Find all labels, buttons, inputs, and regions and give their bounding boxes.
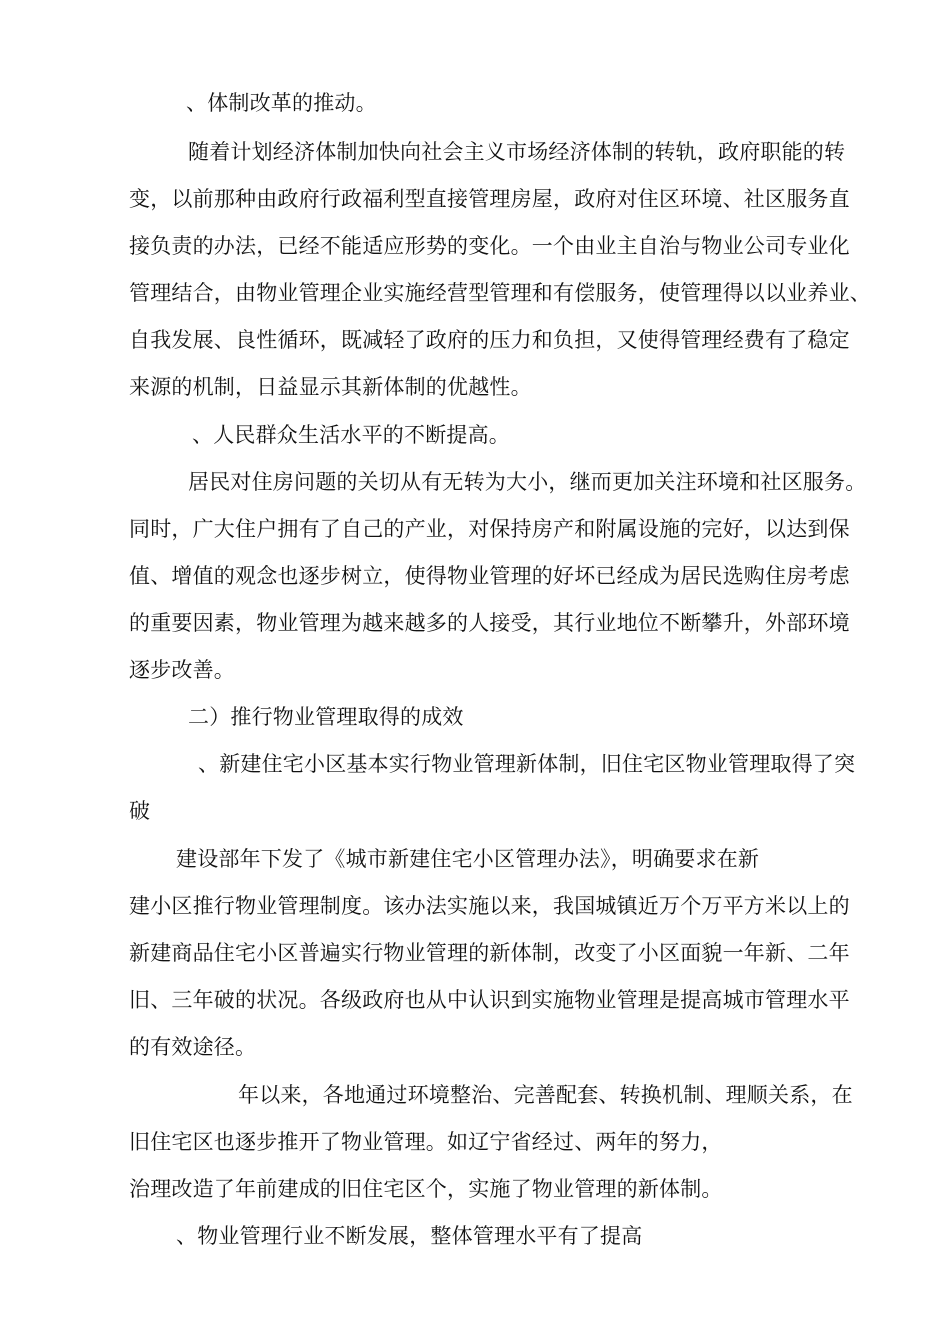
text-line: 年以来，各地通过环境整治、完善配套、转换机制、理顺关系，在: [238, 1083, 853, 1107]
text-line: 破: [129, 799, 151, 823]
text-line: 管理结合，由物业管理企业实施经营型管理和有偿服务，使管理得以以业养业、: [129, 281, 871, 305]
text-line: 建小区推行物业管理制度。该办法实施以来，我国城镇近万个万平方米以上的: [129, 894, 850, 918]
text-line: 自我发展、良性循环，既减轻了政府的压力和负担，又使得管理经费有了稳定: [129, 328, 850, 352]
text-line: 的重要因素，物业管理为越来越多的人接受，其行业地位不断攀升，外部环境: [129, 611, 850, 635]
text-line: 、体制改革的推动。: [186, 91, 377, 115]
text-line: 、人民群众生活水平的不断提高。: [192, 423, 510, 447]
text-line: 同时，广大住户拥有了自己的产业，对保持房产和附属设施的完好，以达到保: [129, 517, 850, 541]
text-line: 逐步改善。: [129, 658, 235, 682]
text-line: 治理改造了年前建成的旧住宅区个，实施了物业管理的新体制。: [129, 1177, 723, 1201]
section-heading: 二）推行物业管理取得的成效: [188, 705, 464, 729]
text-line: 新建商品住宅小区普遍实行物业管理的新体制，改变了小区面貌一年新、二年: [129, 941, 850, 965]
text-line: 、物业管理行业不断发展，整体管理水平有了提高: [176, 1224, 643, 1248]
text-line: 建设部年下发了《城市新建住宅小区管理办法》，明确要求在新: [176, 847, 760, 871]
text-line: 的有效途径。: [129, 1035, 257, 1059]
text-line: 旧、三年破的状况。各级政府也从中认识到实施物业管理是提高城市管理水平: [129, 988, 850, 1012]
text-line: 随着计划经济体制加快向社会主义市场经济体制的转轨，政府职能的转: [188, 140, 846, 164]
text-line: 居民对住房问题的关切从有无转为大小，继而更加关注环境和社区服务。: [188, 470, 867, 494]
text-line: 来源的机制，日益显示其新体制的优越性。: [129, 375, 532, 399]
text-line: 接负责的办法，已经不能适应形势的变化。一个由业主自治与物业公司专业化: [129, 234, 850, 258]
text-line: 、新建住宅小区基本实行物业管理新体制，旧住宅区物业管理取得了突: [198, 752, 856, 776]
text-line: 值、增值的观念也逐步树立，使得物业管理的好坏已经成为居民选购住房考虑: [129, 564, 850, 588]
text-line: 旧住宅区也逐步推开了物业管理。如辽宁省经过、两年的努力，: [129, 1130, 723, 1154]
text-line: 变，以前那种由政府行政福利型直接管理房屋，政府对住区环境、社区服务直: [129, 187, 850, 211]
